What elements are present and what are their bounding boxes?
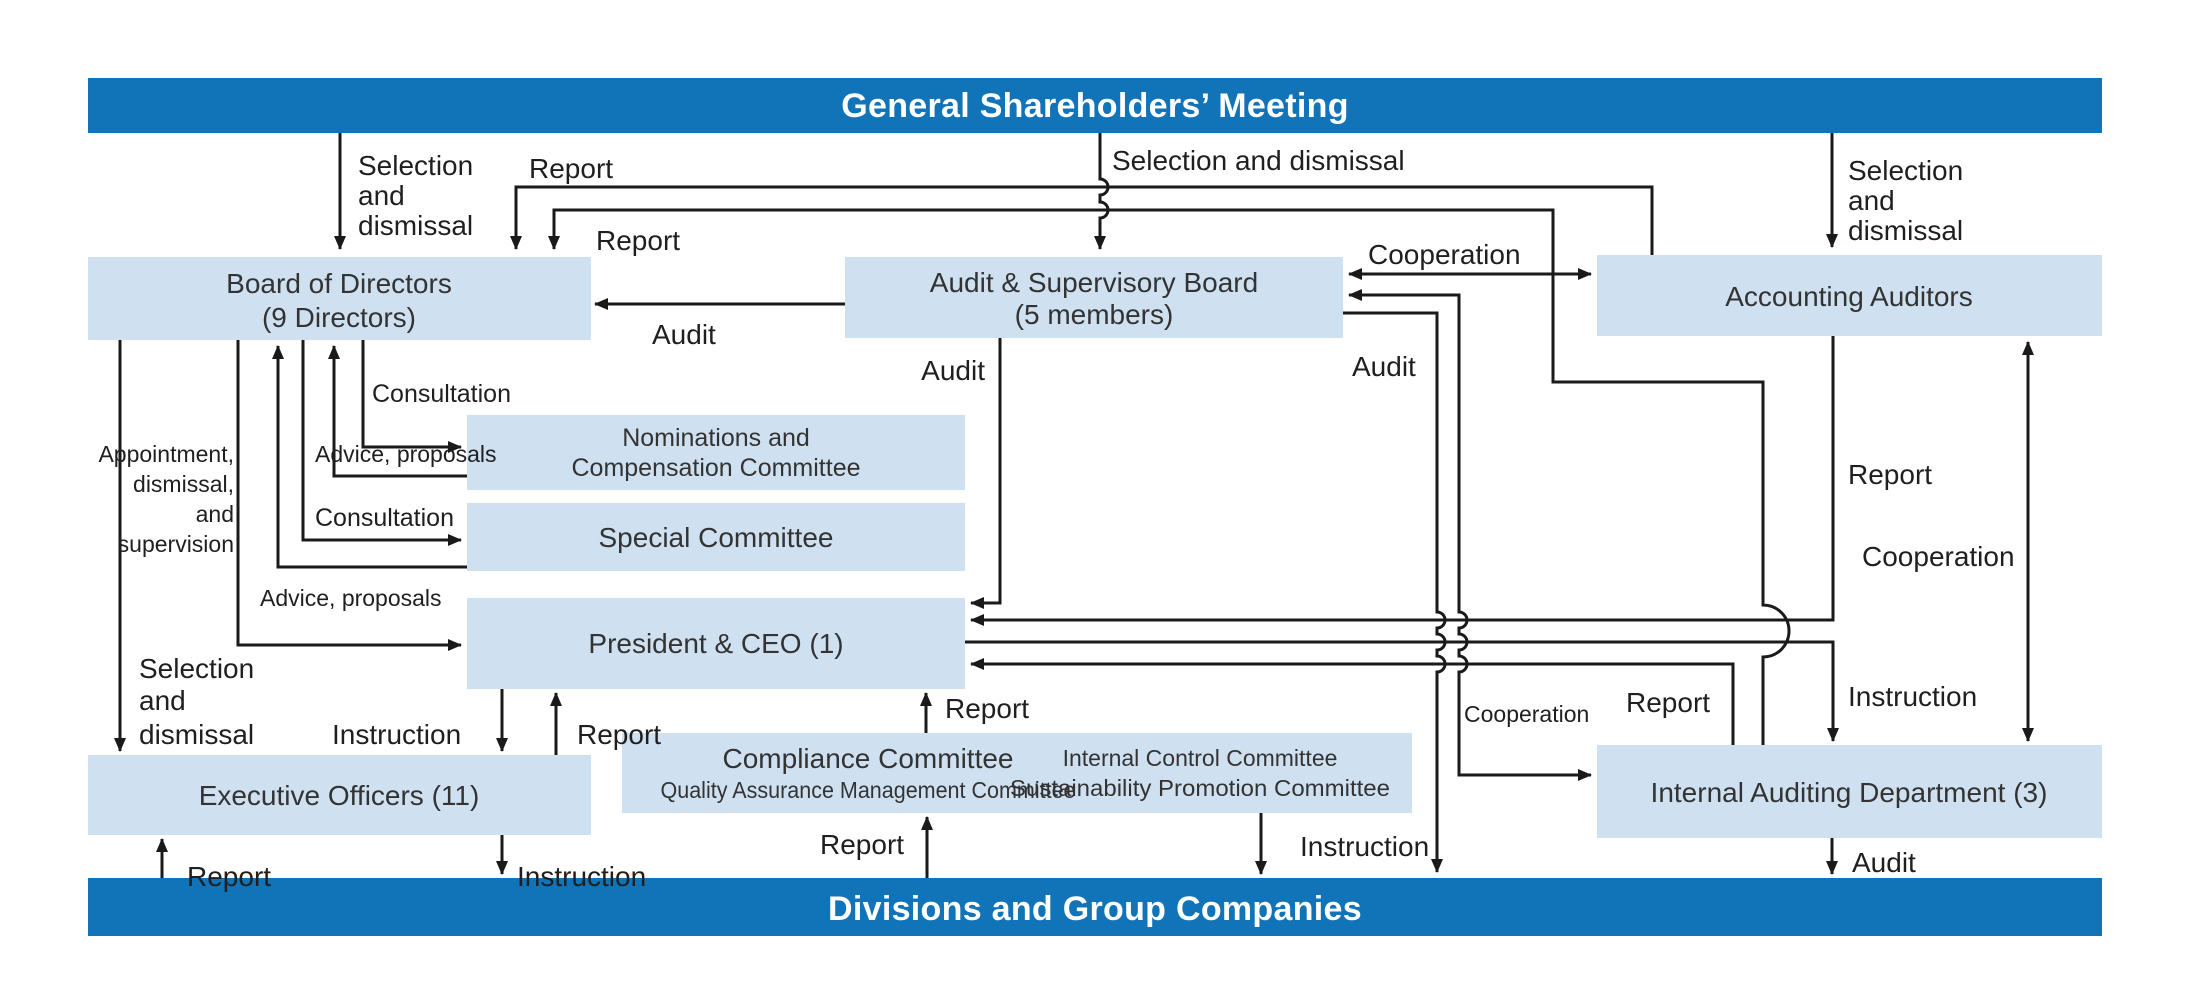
board-line1: Board of Directors [226,268,452,299]
label-selection-board-3: dismissal [358,210,474,241]
label-appointment-4: supervision [117,531,234,557]
label-coop-asb-iad: Cooperation [1464,701,1590,727]
label-instruction-committees-divisions: Instruction [1300,831,1430,862]
board-line2: (9 Directors) [261,302,417,333]
label-selection-board-1: Selection [358,150,474,181]
label-appointment-1: Appointment, [98,441,234,467]
label-instruction-ceo-iad: Instruction [1848,681,1978,712]
label-audit-asb-ceo: Audit [921,355,985,386]
label-report-divisions-eo: Report [187,861,272,892]
label-appointment-3: and [195,501,234,527]
label-selection-aa-2: and [1848,185,1895,216]
label-audit-asb-board: Audit [652,319,716,350]
accounting-auditors-box [1597,255,2102,336]
eo-line1: Executive Officers (11) [198,780,480,811]
label-advice-special: Advice, proposals [260,585,442,611]
label-instruction-ceo-eo: Instruction [332,719,462,750]
label-selection-board-2: and [358,180,405,211]
label-selection-eo-2: and [139,685,186,716]
label-selection-aa-1: Selection [1848,155,1964,186]
label-report-divisions-committees: Report [820,829,905,860]
general-shareholders-meeting-bar [88,78,2102,133]
label-report-aa-board: Report [529,153,614,184]
quality-assurance-committee-label: Quality Assurance Management Committee [660,777,1076,803]
internal-auditing-department-box [1597,745,2102,838]
label-report-iad-ceo: Report [1626,687,1711,718]
committees-box [622,733,1412,813]
aa-line1: Accounting Auditors [1725,281,1973,312]
label-consultation-special: Consultation [315,504,454,532]
audit-supervisory-board-box [845,257,1343,338]
president-ceo-box [467,598,965,689]
label-selection-eo-3: dismissal [139,719,255,750]
nomcomp-line2: Compensation Committee [571,454,861,482]
executive-officers-box [88,755,591,835]
arrow-iad-report-to-ceo [971,664,1733,745]
label-advice-nom: Advice, proposals [315,441,497,467]
divisions-group-companies-bar [88,878,2102,936]
iad-line1: Internal Auditing Department (3) [1650,777,2048,808]
label-report-iad-board: Report [596,225,681,256]
label-report-committees-ceo: Report [945,693,1030,724]
label-coop-asb-aa: Cooperation [1368,239,1521,270]
label-selection-aa-3: dismissal [1848,215,1964,246]
nominations-compensation-committee-box [467,415,965,490]
arrow-gsm-to-asb [1100,133,1108,249]
compliance-committee-label: Compliance Committee [722,743,1014,774]
label-report-eo-ceo: Report [577,719,662,750]
label-consultation-nom: Consultation [372,380,511,408]
asb-line2: (5 members) [1014,299,1174,330]
nomcomp-line1: Nominations and [622,424,810,452]
label-appointment-2: dismissal, [133,471,234,497]
bottom-bar-label: Divisions and Group Companies [828,890,1362,928]
internal-control-committee-label: Internal Control Committee [1062,745,1338,771]
label-audit-iad-divisions: Audit [1852,847,1916,878]
label-instruction-eo-divisions: Instruction [517,861,647,892]
sustainability-committee-label: Sustainability Promotion Committee [1010,775,1390,801]
label-report-aa-ceo: Report [1848,459,1933,490]
label-audit-asb-divisions: Audit [1352,351,1416,382]
top-bar-label: General Shareholders’ Meeting [841,87,1349,125]
board-of-directors-box [88,257,591,340]
special-committee-box [467,503,965,571]
label-selection-asb: Selection and dismissal [1112,145,1405,176]
ceo-line1: President & CEO (1) [588,628,844,659]
label-coop-aa-iad: Cooperation [1862,541,2015,572]
special-line1: Special Committee [598,522,834,553]
asb-line1: Audit & Supervisory Board [929,267,1259,298]
label-selection-eo-1: Selection [139,653,255,684]
